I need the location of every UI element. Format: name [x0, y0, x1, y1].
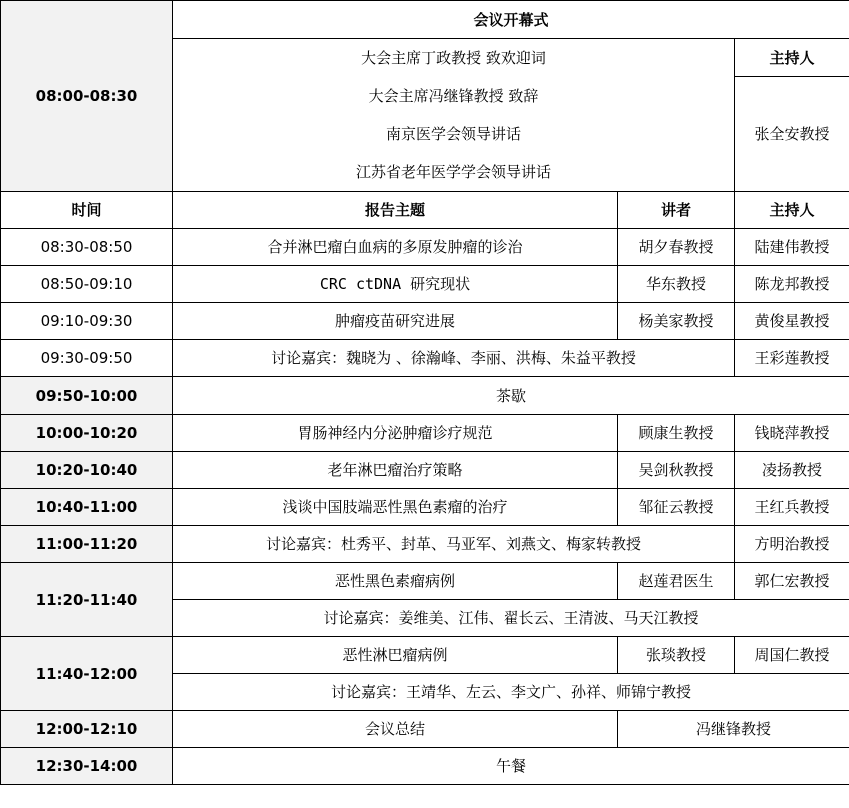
header-time: 时间	[1, 192, 173, 229]
case1-time: 11:20-11:40	[1, 563, 173, 637]
case2-host: 周国仁教授	[735, 637, 849, 674]
case1-discussion: 讨论嘉宾：姜维美、江伟、翟长云、王清波、马天江教授	[173, 600, 849, 637]
row-time: 10:40-11:00	[1, 489, 173, 526]
opening-items	[173, 39, 735, 192]
row-topic: 肿瘤疫苗研究进展	[173, 303, 618, 340]
row-discussion: 讨论嘉宾：魏晓为 、徐瀚峰、李丽、洪梅、朱益平教授	[173, 340, 735, 377]
table-row	[1, 266, 849, 303]
row-speaker: 邹征云教授	[618, 489, 735, 526]
row-host: 凌扬教授	[735, 452, 849, 489]
row-time: 11:00-11:20	[1, 526, 173, 563]
table-row	[1, 452, 849, 489]
row-host: 黄俊星教授	[735, 303, 849, 340]
row-time: 08:50-09:10	[1, 266, 173, 303]
case2-topic: 恶性淋巴瘤病例	[173, 637, 618, 674]
table-row	[1, 377, 849, 415]
row-topic: 老年淋巴瘤治疗策略	[173, 452, 618, 489]
row-topic: 浅谈中国肢端恶性黑色素瘤的治疗	[173, 489, 618, 526]
opening-title: 会议开幕式	[173, 1, 849, 39]
opening-item: 大会主席冯继锋教授 致辞	[368, 87, 539, 105]
table-row	[1, 526, 849, 563]
opening-time: 08:00-08:30	[1, 1, 173, 192]
table-row	[1, 637, 849, 674]
table-row	[1, 748, 849, 785]
opening-item: 江苏省老年医学学会领导讲话	[355, 163, 551, 181]
case1-host: 郭仁宏教授	[735, 563, 849, 600]
row-host: 王红兵教授	[735, 489, 849, 526]
opening-item: 南京医学会领导讲话	[385, 125, 521, 143]
table-row	[1, 415, 849, 452]
header-host: 主持人	[735, 192, 849, 229]
row-speaker: 华东教授	[618, 266, 735, 303]
row-host: 陆建伟教授	[735, 229, 849, 266]
row-topic: 合并淋巴瘤白血病的多原发肿瘤的诊治	[173, 229, 618, 266]
row-host: 方明治教授	[735, 526, 849, 563]
row-host: 陈龙邦教授	[735, 266, 849, 303]
case2-discussion: 讨论嘉宾：王靖华、左云、李文广、孙祥、师锦宁教授	[173, 674, 849, 711]
row-speaker: 杨美家教授	[618, 303, 735, 340]
row-host: 钱晓萍教授	[735, 415, 849, 452]
table-row	[1, 303, 849, 340]
row-time: 09:10-09:30	[1, 303, 173, 340]
row-host: 王彩莲教授	[735, 340, 849, 377]
row-time: 09:30-09:50	[1, 340, 173, 377]
row-speaker: 顾康生教授	[618, 415, 735, 452]
row-speaker: 胡夕春教授	[618, 229, 735, 266]
case2-time: 11:40-12:00	[1, 637, 173, 711]
row-speaker: 吴剑秋教授	[618, 452, 735, 489]
tea-time: 09:50-10:00	[1, 377, 173, 415]
row-time: 08:30-08:50	[1, 229, 173, 266]
table-row	[1, 489, 849, 526]
opening-item: 大会主席丁政教授 致欢迎词	[361, 49, 546, 67]
row-time: 10:00-10:20	[1, 415, 173, 452]
table-row	[1, 340, 849, 377]
case1-speaker: 赵莲君医生	[618, 563, 735, 600]
tea-label: 茶歇	[173, 377, 849, 415]
row-topic: 胃肠神经内分泌肿瘤诊疗规范	[173, 415, 618, 452]
opening-host-label: 主持人	[735, 39, 849, 77]
table-row	[1, 563, 849, 600]
lunch-time: 12:30-14:00	[1, 748, 173, 785]
table-row	[1, 711, 849, 748]
row-time: 10:20-10:40	[1, 452, 173, 489]
closing-label: 会议总结	[173, 711, 618, 748]
case1-topic: 恶性黑色素瘤病例	[173, 563, 618, 600]
table-row	[1, 229, 849, 266]
lunch-label: 午餐	[173, 748, 849, 785]
header-topic: 报告主题	[173, 192, 618, 229]
case2-speaker: 张琰教授	[618, 637, 735, 674]
row-topic: CRC ctDNA 研究现状	[173, 266, 618, 303]
closing-speaker: 冯继锋教授	[618, 711, 849, 748]
closing-time: 12:00-12:10	[1, 711, 173, 748]
row-discussion: 讨论嘉宾：杜秀平、封革、马亚军、刘燕文、梅家转教授	[173, 526, 735, 563]
opening-host: 张全安教授	[735, 77, 849, 192]
header-speaker: 讲者	[618, 192, 735, 229]
